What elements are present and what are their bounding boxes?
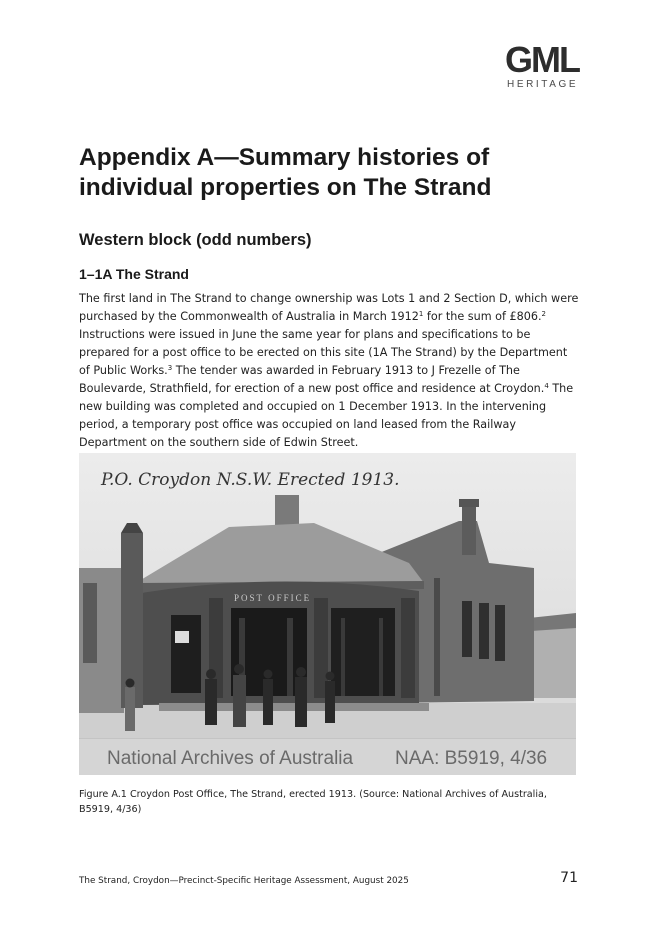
logo-subtitle: HERITAGE xyxy=(507,79,579,90)
footnote-ref-4[interactable]: 4 xyxy=(544,382,549,390)
history-paragraph xyxy=(79,290,579,452)
handwritten-annotation: P.O. Croydon N.S.W. Erected 1913. xyxy=(101,470,400,490)
watermark-reference: NAA: B5919, 4/36 xyxy=(395,748,548,769)
property-heading: 1–1A The Strand xyxy=(79,266,189,282)
post-office-photo-illustration xyxy=(79,453,576,775)
block-heading: Western block (odd numbers) xyxy=(79,231,312,249)
paragraph-part: The tender was awarded in February 1913 to J Frezelle of The Boulevarde, Strathfield, for erection of a new post office and residence at Croydon. xyxy=(79,364,545,395)
figure-caption: Figure A.1 Croydon Post Office, The Strand, erected 1913. (Source: National Archives of Australia, B5919, 4/36) xyxy=(79,789,547,815)
watermark-archives: National Archives of Australia xyxy=(107,748,354,769)
logo-mark: GML xyxy=(505,39,579,80)
paragraph-part: The new building was completed and occupied on 1 December 1913. In the intervening period, a temporary post office was occupied on land leased from the Railway Department on the southern side of Edwin Street. xyxy=(79,382,574,449)
footer-document-title: The Strand, Croydon—Precinct-Specific Heritage Assessment, August 2025 xyxy=(79,876,409,886)
paragraph-part: Instructions were issued in June the same year for plans and specifications to be prepared for a post office to be erected on this site (1A The Strand) by the Department of Public Works. xyxy=(79,328,568,377)
gml-heritage-logo xyxy=(502,39,579,92)
paragraph-part: The first land in The Strand to change ownership was Lots 1 and 2 Section D, which were purchased by the Commonwealth of Australia in March 1912 xyxy=(79,292,579,323)
page-title: Appendix A—Summary histories of individual properties on The Strand xyxy=(79,144,492,201)
footnote-ref-3[interactable]: 3 xyxy=(167,364,173,372)
post-office-sign: POST OFFICE xyxy=(234,593,312,603)
footnote-ref-1[interactable]: 1 xyxy=(418,310,424,318)
paragraph-part: for the sum of £806. xyxy=(423,310,542,323)
footnote-ref-2[interactable]: 2 xyxy=(541,310,546,318)
page-number: 71 xyxy=(560,870,578,886)
historic-photo xyxy=(79,453,576,775)
